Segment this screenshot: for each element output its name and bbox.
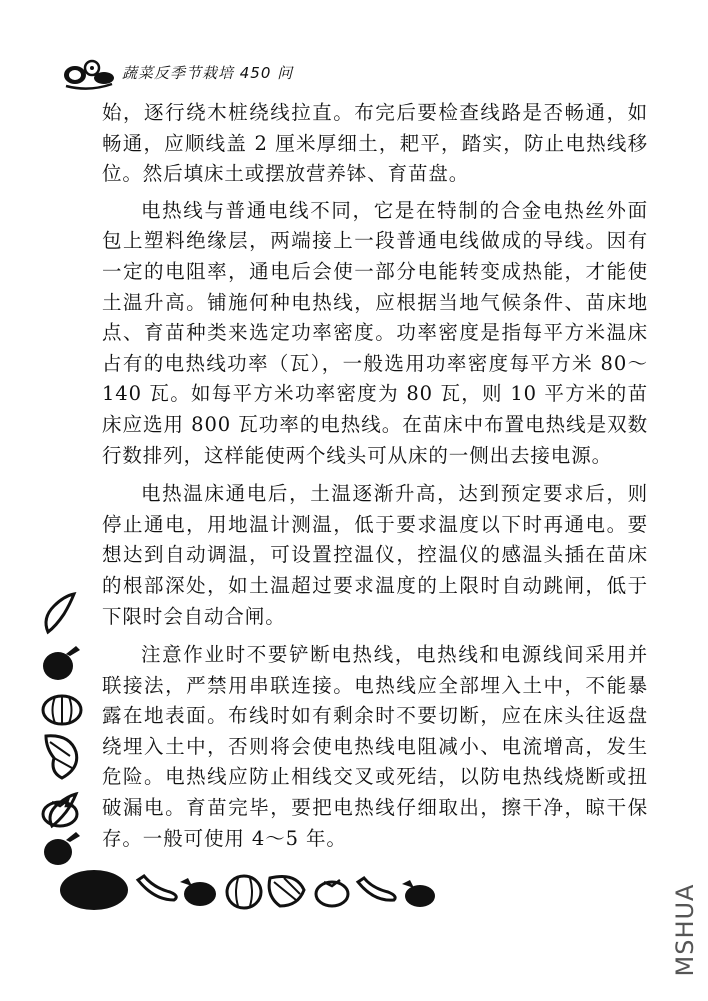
cucumber-icon [358, 878, 395, 900]
cabbage-icon [40, 732, 84, 782]
watermark-text: MSHUA [671, 883, 699, 977]
eggplant-icon [402, 880, 435, 907]
book-title: 蔬菜反季节栽培 450 问 [122, 64, 294, 82]
paragraph: 始，逐行绕木桩绕线拉直。布完后要检查线路是否畅通，如畅通，应顺线盖 2 厘米厚细土，耙平，踏实，防止电热线移位。然后填床土或摆放营养钵、育苗盘。 [102, 101, 648, 186]
cabbage-icon [269, 877, 304, 907]
cucumber-icon [40, 798, 41, 799]
eggplant-icon [40, 640, 84, 684]
pumpkin-icon [40, 690, 84, 726]
cucumber-icon [40, 590, 80, 636]
cucumber-icon [138, 876, 176, 900]
footer-decoration [58, 866, 438, 916]
pumpkin-icon [227, 876, 261, 908]
page-number-blob-icon [60, 870, 128, 910]
paragraph: 电热温床通电后，土温逐渐升高，达到预定要求后，则停止通电，用地温计测温，低于要求温度以下时再通电。要想达到自动调温，可设置控温仪，控温仪的感温头插在苗床的根部深处，如土温超过要求温度的上限时自动跳闸，低于下限时会自动合闸。 [102, 482, 648, 628]
vegetables-icon [62, 56, 116, 90]
paragraph: 注意作业时不要铲断电热线，电热线和电源线间采用并联接法，严禁用串联连接。电热线应全部埋入土中，不能暴露在地表面。布线时如有剩余时不要切断，应在床头往返盘绕埋入土中，否则将会使电热线电阻减小、电流增高，发生危险。电热线应防止相线交叉或死结，以防电热线烧断或扭破漏电。育苗完毕，要把电热线仔细取出，擦干净，晾干保存。一般可使用 4～5 年。 [102, 643, 648, 850]
paragraph: 电热线与普通电线不同，它是在特制的合金电热丝外面包上塑料绝缘层，两端接上一段普通电线做成的导线。因有一定的电阻率，通电后会使一部分电能转变成热能，才能使土温升高。铺施何种电热线，应根据当地气候条件、苗床地点、育苗种类来选定功率密度。功率密度是指每平方米温床占有的电热线功率（瓦），一般选用功率密度每平方米 80～140 瓦。如每平方米功率密度为 80 瓦，则 10 平方米的苗床应选用 800 瓦功率的电热线。在苗床中布置电热线是双数行数排列，这样能使两个线头可从床的一侧出去接电源。 [102, 198, 648, 467]
eggplant-icon [180, 878, 216, 906]
watermark [669, 882, 701, 978]
eggplant-icon [42, 828, 86, 868]
tomato-icon [316, 880, 348, 906]
cucumber-icon [44, 790, 84, 830]
body-text [102, 98, 648, 854]
